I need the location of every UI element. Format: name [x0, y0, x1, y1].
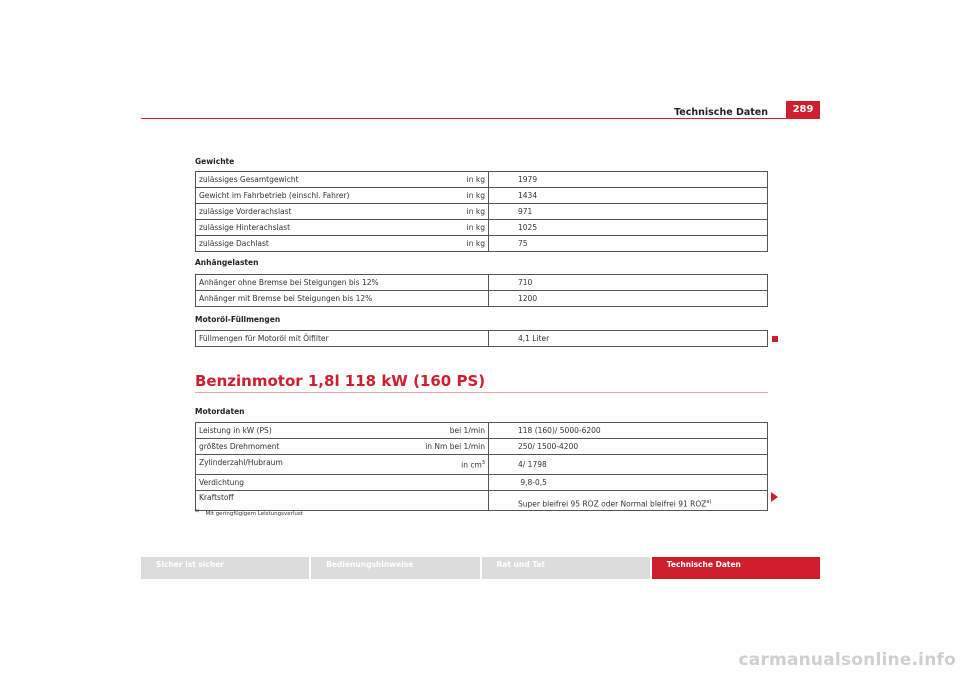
row-unit: bei 1/min: [402, 423, 489, 439]
table-row: [196, 455, 768, 475]
table-row: [196, 188, 768, 204]
row-unit: in kg: [402, 236, 489, 252]
footnote: [195, 509, 303, 517]
row-value: 4/ 1798: [489, 455, 768, 475]
section-label-motoroel: Motoröl-Füllmengen: [195, 315, 281, 324]
table-row: [196, 423, 768, 439]
row-unit: in kg: [402, 204, 489, 220]
row-label: Leistung in kW (PS): [196, 423, 403, 439]
row-value: 1979: [489, 172, 768, 188]
footer-tab-technische-daten[interactable]: Technische Daten: [652, 557, 820, 579]
row-label: Füllmengen für Motoröl mit Ölfilter: [196, 331, 403, 347]
row-label: zulässige Dachlast: [196, 236, 403, 252]
row-value: 971: [489, 204, 768, 220]
table-anhaengelasten: [195, 274, 768, 307]
row-value: 4,1 Liter: [489, 331, 768, 347]
footer-nav: [141, 557, 820, 579]
end-of-section-marker: [772, 336, 778, 342]
table-row: [196, 475, 768, 491]
section-label-motordaten: Motordaten: [195, 407, 245, 416]
footer-tab-rat-und-tat[interactable]: Rat und Tat: [482, 557, 650, 579]
row-label: Gewicht im Fahrbetrieb (einschl. Fahrer): [196, 188, 403, 204]
header-title: Technische Daten: [674, 107, 768, 118]
row-value: 118 (160)/ 5000-6200: [489, 423, 768, 439]
row-label: Kraftstoff: [196, 491, 403, 511]
row-unit: in kg: [402, 188, 489, 204]
page-number: 289: [786, 101, 820, 119]
row-unit: in kg: [402, 172, 489, 188]
footnote-marker: a): [195, 509, 200, 514]
row-label: zulässige Vorderachslast: [196, 204, 403, 220]
row-value: [489, 491, 768, 511]
row-label: Zylinderzahl/Hubraum: [196, 455, 403, 475]
row-unit: [402, 491, 489, 511]
footer-tab-sicher-ist-sicher[interactable]: Sicher ist sicher: [141, 557, 309, 579]
row-label: zulässige Hinterachslast: [196, 220, 403, 236]
table-row: [196, 439, 768, 455]
row-value: 9,8-0,5: [489, 475, 768, 491]
section-heading: Benzinmotor 1,8l 118 kW (160 PS): [195, 372, 486, 390]
table-motoroel: [195, 330, 768, 347]
footnote-reference: a): [706, 498, 712, 505]
table-row: [196, 204, 768, 220]
table-row: [196, 172, 768, 188]
row-unit: [402, 331, 489, 347]
row-value: 75: [489, 236, 768, 252]
table-row: [196, 291, 768, 307]
table-row: [196, 275, 768, 291]
unit-superscript: 3: [481, 459, 485, 466]
row-unit: [402, 275, 489, 291]
row-unit: [402, 475, 489, 491]
table-row: [196, 331, 768, 347]
value-text: Super bleifrei 95 ROZ oder Normal bleifrei 91 ROZ: [518, 499, 707, 508]
row-label: größtes Drehmoment: [196, 439, 403, 455]
row-value: 710: [489, 275, 768, 291]
row-label: Anhänger mit Bremse bei Steigungen bis 12%: [196, 291, 403, 307]
header-divider: [141, 118, 820, 119]
heading-divider: [195, 392, 768, 393]
table-row: [196, 491, 768, 511]
table-row: [196, 236, 768, 252]
row-label: Verdichtung: [196, 475, 403, 491]
row-value: 1434: [489, 188, 768, 204]
row-value: 1025: [489, 220, 768, 236]
row-unit: in Nm bei 1/min: [402, 439, 489, 455]
row-label: zulässiges Gesamtgewicht: [196, 172, 403, 188]
row-value: 1200: [489, 291, 768, 307]
row-unit: [402, 291, 489, 307]
section-label-anhaengelasten: Anhängelasten: [195, 258, 259, 267]
watermark: carmanualsonline.info: [738, 650, 956, 670]
row-unit: [402, 455, 489, 475]
table-motordaten: [195, 422, 768, 511]
footnote-text: Mit geringfügigem Leistungsverlust: [205, 510, 303, 517]
row-label: Anhänger ohne Bremse bei Steigungen bis 12%: [196, 275, 403, 291]
unit-text: in cm: [461, 460, 482, 470]
table-gewichte: [195, 171, 768, 252]
table-row: [196, 220, 768, 236]
footer-tab-bedienungshinweise[interactable]: Bedienungshinweise: [311, 557, 479, 579]
continue-arrow-icon: [771, 492, 778, 502]
row-unit: in kg: [402, 220, 489, 236]
row-value: 250/ 1500-4200: [489, 439, 768, 455]
section-label-gewichte: Gewichte: [195, 157, 235, 166]
